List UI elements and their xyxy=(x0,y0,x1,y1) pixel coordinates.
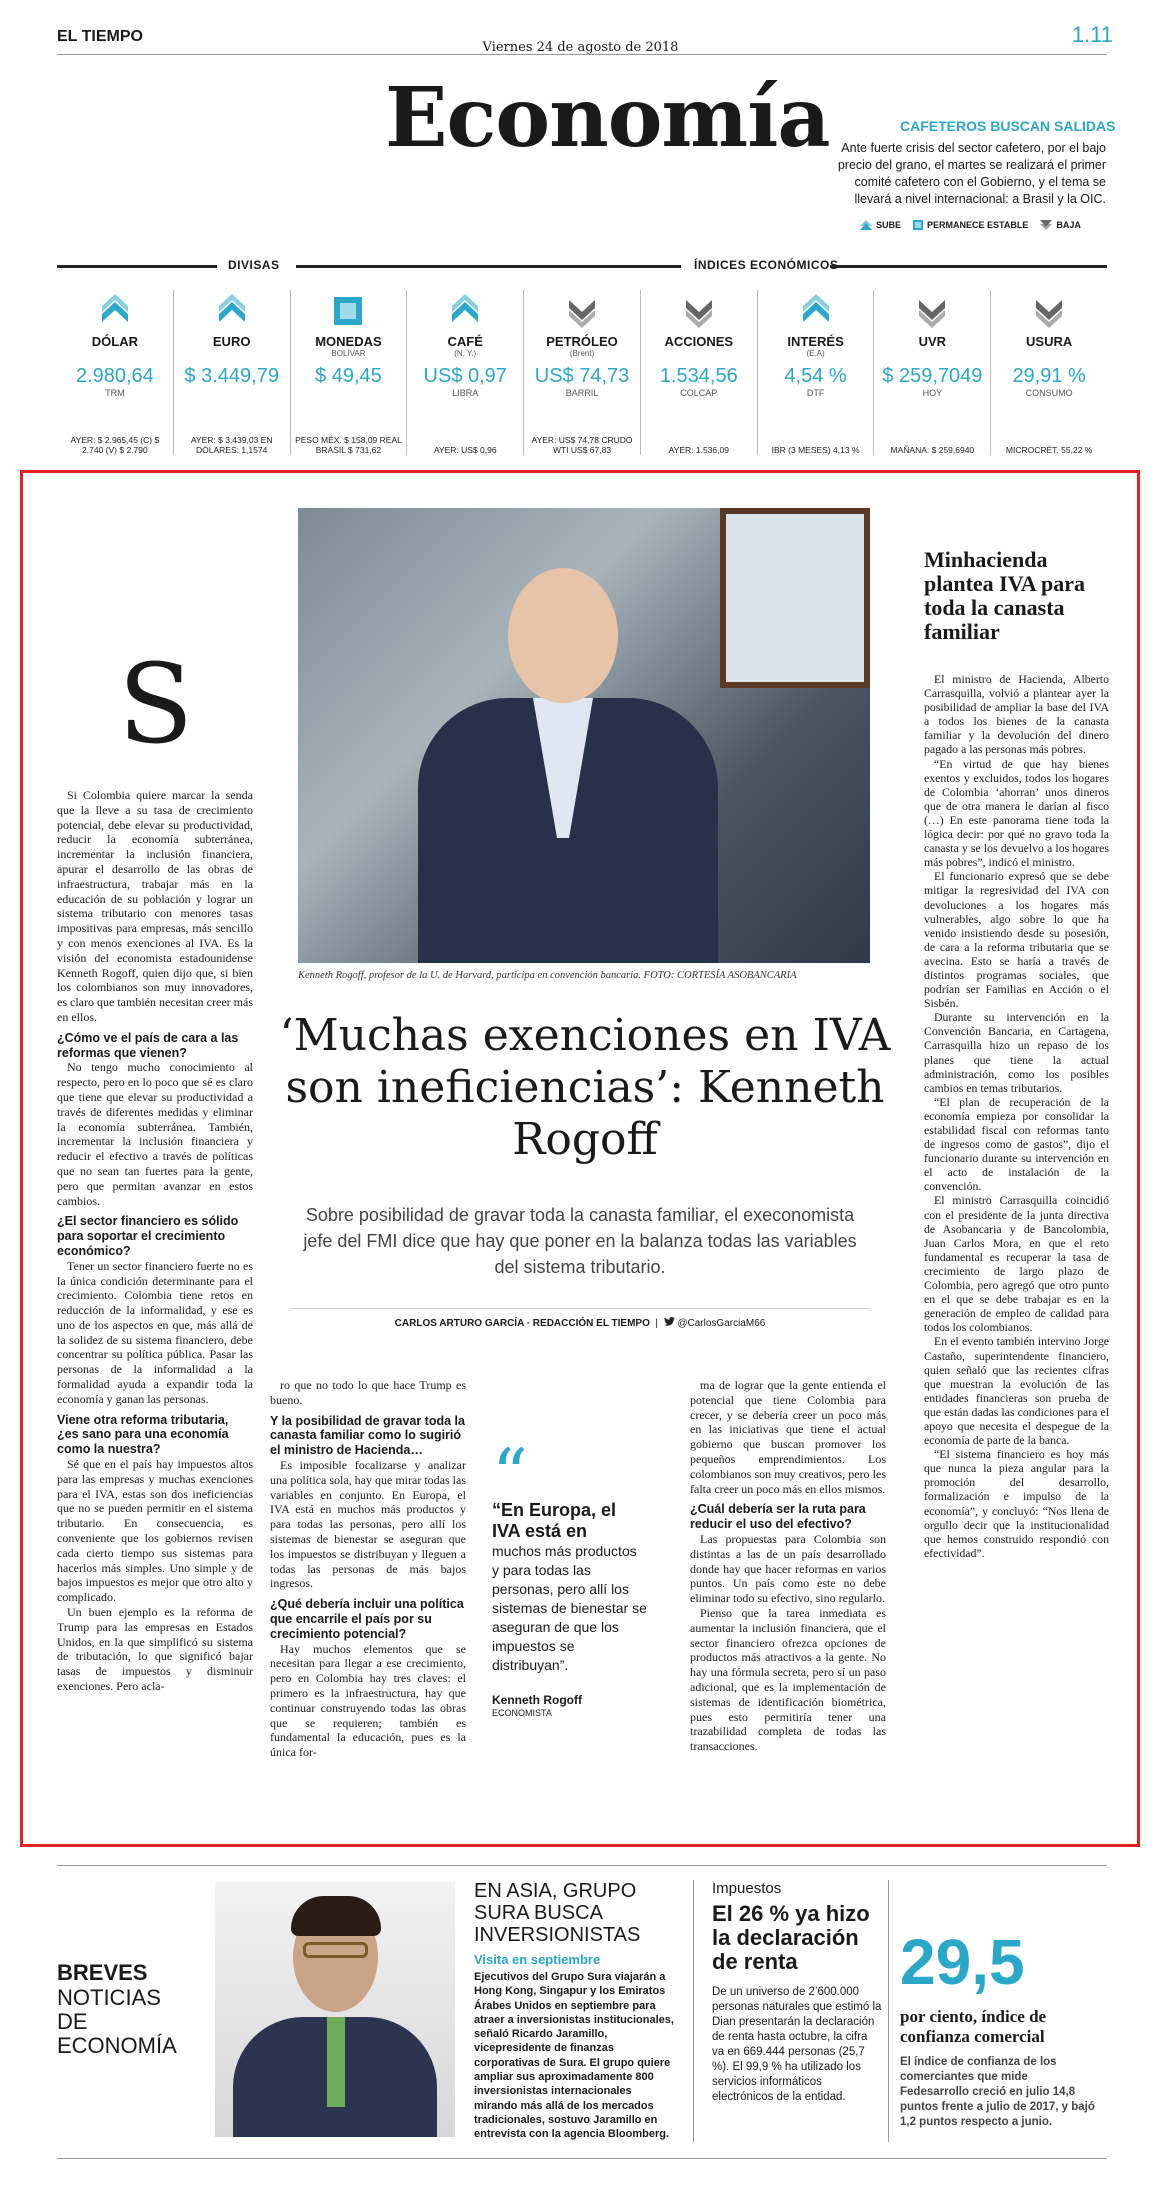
indicator-footnote: IBR (3 MESES) 4,13 % xyxy=(771,445,860,455)
sidebar-paragraph: “En virtud de que hay bienes exentos y excluidos, todos los hogares de Colombia ‘ahorran’ unos dineros que de otra manera le darían al fisco (…) En este panorama tiene toda la lógica decir: por qué no gravo toda la canasta y se los devuelvo a los hogares más pobres”, indicó el ministro. xyxy=(924,756,1109,870)
pull-quote-role: ECONOMISTA xyxy=(492,1708,552,1718)
indicator-value: US$ 0,97 xyxy=(423,365,507,387)
sura-body: Ejecutivos del Grupo Sura viajarán a Hong Kong, Singapur y los Emiratos Árabes Unidos en septiembre para atraer a inversionistas institucionales, señaló Ricardo Jaramillo, vicepresidente de finanzas corporativas de Sura. El grupo quiere ampliar sus aproximadamente 800 inversionistas internacionales mirando más allá de los mercados tradicionales, sostuvo Jaramillo en entrevista con la agencia Bloomberg. xyxy=(474,1971,674,2141)
paragraph: Tener un sector financiero fuerte no es la única condición determinante para el crecimiento. Colombia tiene retos en reducción de la informalidad, y ese es uno de los aspectos en que, más allá de la solidez de su sistema financiero, debe concentrar su política pública. Pasar las personas de la informalidad a la formalidad ayuda a expandir toda la economía y ganan las personas. xyxy=(57,1258,253,1406)
indicator-name: INTERÉS xyxy=(787,334,844,349)
indicator-6 xyxy=(757,290,874,455)
indicator-sub xyxy=(641,349,757,359)
rogoff-photo xyxy=(298,508,870,963)
indicator-unit: CONSUMO xyxy=(1025,388,1073,398)
footer-rule xyxy=(57,2158,1107,2159)
sidebar-paragraph: El ministro Carrasquilla coincidió con el presidente de la junta directiva de Asobancaria y de Bancolombia, Juan Carlos Mora, en que el reto fundamental es recuperar la tasa de crecimiento de largo plazo de Colombia, pero agregó que otro punto en el que se debe trabajar es en la generación de empleo de calidad para todos los colombianos. xyxy=(924,1193,1109,1335)
indicator-unit: LIBRA xyxy=(452,388,479,398)
impuestos-body: De un universo de 2’600.000 personas naturales que estimó la Dian presentarán la declaración de renta hasta octubre, la cifra va en 669.444 personas (25,7 %). El 99,9 % ha utilizado los servicios informáticos electrónicos de la entidad. xyxy=(712,1986,882,2103)
paragraph: ro que no todo lo que hace Trump es bueno. xyxy=(270,1378,466,1407)
indicator-sub xyxy=(991,349,1107,359)
sidebar-paragraph: “El sistema financiero es hoy más que nunca la pieza angular para la promoción del desarrollo, formalización e impulso de la economía”, y concluyó: “Nos llena de orgullo decir que la institucionalidad que hemos construido respondió con efectividad”. xyxy=(924,1447,1109,1560)
indicator-footnote: AYER: 1.536,09 xyxy=(668,445,729,455)
sidebar-paragraph: En el evento también intervino Jorge Castaño, superintendente financiero, quien señaló que las recientes cifras que muestran la evolución de las entidades financieras son prueba de que están dadas las condiciones para el apoyo que necesita el despegue de la economía de parte de la banca. xyxy=(924,1334,1109,1448)
byline-author: CARLOS ARTURO GARCÍA · REDACCIÓN EL TIEMPO xyxy=(394,1318,650,1329)
indicator-4 xyxy=(523,290,640,455)
indicator-name: EURO xyxy=(212,334,251,349)
indices-rule-right xyxy=(830,265,1107,268)
paragraph: Pienso que la tarea inmediata es aumentar la inclusión financiera, que el sector financiero ofrezca opciones de productos más atractivos a la gente. No hay una fórmula secreta, pero sí un paso adicional, que es la implementación de sistemas de identificación biométrica, pues esto permitiría tener una trazabilidad completa de todas las transacciones. xyxy=(690,1605,886,1754)
byline-twitter[interactable]: @CarlosGarciaM66 xyxy=(677,1318,766,1329)
portrait-hair xyxy=(291,1896,381,1936)
story-deck: Sobre posibilidad de gravar toda la canasta familiar, el execonomista jefe del FMI dice que hay que poner en la balanza todas las variables del sistema tributario. xyxy=(303,1205,857,1277)
indices-rule-left xyxy=(296,265,681,268)
up-arrow-icon xyxy=(860,220,872,230)
legend-up xyxy=(860,220,901,230)
indicator-5 xyxy=(640,290,757,455)
indicator-value: 4,54 % xyxy=(784,365,847,387)
legend-stable-label: PERMANECE ESTABLE xyxy=(927,220,1029,230)
confianza-headline: por ciento, índice de confianza comercial xyxy=(900,2007,1047,2046)
legend-down-label: BAJA xyxy=(1056,220,1081,230)
sidebar-title: Minhacienda plantea IVA para toda la canasta familiar xyxy=(924,547,1085,644)
indicator-sub xyxy=(174,349,290,359)
indicators-strip xyxy=(57,290,1107,455)
legend-stable xyxy=(913,220,1028,230)
indicator-name: DÓLAR xyxy=(91,334,138,349)
indicator-0 xyxy=(57,290,173,455)
indicator-value: 29,91 % xyxy=(1012,365,1086,387)
legend-up-label: SUBE xyxy=(876,220,902,230)
indicator-value: $ 259,7049 xyxy=(882,365,983,387)
indicator-sub xyxy=(57,349,173,359)
paragraph: Sé que en el país hay impuestos altos para las empresas y muchas exenciones para el IVA, estas son dos ineficiencias que no se pueden permitir en el sistema tributario. En consecuencia, es conveniente que los gobiernos revisen cada cierto tiempo sus sistemas para hacerlos más simples. Uno simple y de bajos impuestos es mejor que otro alto y complicado. xyxy=(57,1457,253,1605)
divisas-rule-left xyxy=(57,265,217,268)
breves-divider-2 xyxy=(888,1880,889,2142)
indicator-sub xyxy=(874,349,990,359)
question: ¿Cómo ve el país de cara a las reformas que vienen? xyxy=(57,1030,239,1060)
indicator-3 xyxy=(406,290,523,455)
indicator-footnote: AYER: US$ 0,96 xyxy=(433,445,497,455)
breves-label: BREVES xyxy=(57,1960,148,1985)
cafeteros-title: CAFETEROS BUSCAN SALIDAS xyxy=(900,118,1116,134)
up-trend-icon xyxy=(448,294,482,328)
indicator-sub: (E.A) xyxy=(806,349,825,358)
indicator-7 xyxy=(873,290,990,455)
sidebar-paragraph: Durante su intervención en la Convención Bancaria, en Cartagena, Carrasquilla hizo un repaso de los planes que tiene la actual administración, como los posibles cambios en temas tributarios. xyxy=(924,1010,1109,1095)
indicator-footnote: PESO MÉX. $ 158,09 REAL BRASIL $ 731,62 xyxy=(295,435,402,455)
indicator-value: 1.534,56 xyxy=(659,365,738,387)
indicator-value: US$ 74,73 xyxy=(534,365,630,387)
photo-caption: Kenneth Rogoff, profesor de la U. de Harvard, participa en convención bancaria. FOTO: CORTESÍA ASOBANCARIA xyxy=(298,970,797,981)
page-number: 1.11 xyxy=(1071,22,1113,47)
trend-legend xyxy=(860,220,1081,230)
pull-quote-body: muchos más productos y para todas las personas, pero allí los sistemas de bienestar se aseguran de que los impuestos se distribuyan”. xyxy=(492,1543,647,1673)
question: ¿Cuál debería ser la ruta para reducir el uso del efectivo? xyxy=(690,1502,866,1532)
indicator-sub: BOLÍVAR xyxy=(331,349,366,358)
paragraph: ma de lograr que la gente entienda el potencial que tiene Colombia para crecer, y se debería creer un poco más en las iniciativas que tiene el actual gobierno que buscan promover los pequeños emprendimientos. Los colombianos son muy creativos, pero les falta creer un poco más en ellos mismos. xyxy=(690,1378,886,1496)
indicator-2 xyxy=(290,290,407,455)
quote-mark-icon: “ xyxy=(492,1434,528,1516)
down-trend-icon xyxy=(1032,294,1066,328)
divisas-heading: DIVISAS xyxy=(222,258,286,272)
breves-divider-1 xyxy=(693,1880,694,2142)
photo-window xyxy=(720,508,870,688)
stable-trend-icon xyxy=(331,294,365,328)
paragraph: No tengo mucho conocimiento al respecto, pero en lo poco que sé es claro que tiene que elevar su productividad a través de diferentes medidas y eliminar la economía subterránea. También, incrementar la inclusión financiera y reducir el efectivo a través de políticas que no sean tan fuertes para la gente, pero que permitan avanzar en estos cambios. xyxy=(57,1060,253,1208)
paragraph: Las propuestas para Colombia son distintas a las de un país desarrollado donde hay que hacer reformas en varios puntos. Un país como este no debe eliminar todo su efectivo, sino regularlo. xyxy=(690,1531,886,1606)
indicator-unit: COLCAP xyxy=(680,388,718,398)
indicator-sub: (N. Y.) xyxy=(454,349,477,358)
confianza-number: 29,5 xyxy=(900,1926,1025,1998)
sidebar-paragraph: El ministro de Hacienda, Alberto Carrasquilla, volvió a plantear ayer la posibilidad de ampliar la base del IVA a todos los bienes de la canasta familiar y la devolución del dinero pagado a las personas más pobres. xyxy=(924,672,1109,757)
indices-heading: ÍNDICES ECONÓMICOS xyxy=(688,258,844,272)
down-arrow-icon xyxy=(1040,220,1052,230)
sidebar-paragraph: “El plan de recuperación de la economía empieza por consolidar la estabilidad fiscal con reformas tanto de ingresos como de gastos”, dijo el funcionario durante su intervención en el acto de instalación de la convención. xyxy=(924,1094,1109,1194)
indicator-unit: DTF xyxy=(806,388,825,398)
indicator-unit: TRM xyxy=(105,388,125,398)
indicator-footnote: MICROCRÉT. 55,22 % xyxy=(1005,445,1093,455)
impuestos-headline: El 26 % ya hizo la declaración de renta xyxy=(712,1901,870,1974)
legend-down xyxy=(1040,220,1081,230)
stable-square-icon xyxy=(913,220,923,230)
indicator-footnote: AYER: US$ 74,78 CRUDO WTI US$ 67,83 xyxy=(531,435,633,455)
sidebar-paragraph: El funcionario expresó que se debe mitigar la regresividad del IVA con devoluciones a los hogares más vulnerables, algo sobre lo que ha venido insistiendo desde su posesión, de cara a la reforma tributaria que se avecina. Esto se haría a través de distintos programas sociales, que podrían ser Familias en Acción o el Sisbén. xyxy=(924,869,1109,1011)
portrait-tie xyxy=(327,2017,345,2107)
indicator-footnote: AYER: $ 3.439,03 EN DÓLARES: 1,1574 xyxy=(190,435,273,455)
masthead: EL TIEMPO xyxy=(57,28,143,45)
down-trend-icon xyxy=(565,294,599,328)
story-headline: ‘Muchas exenciones en IVA son ineficiencias’: Kenneth Rogoff xyxy=(279,1010,891,1165)
cafeteros-text: Ante fuerte crisis del sector cafetero, por el bajo precio del grano, el martes se realizará el primer comité cafetero con el Gobierno, y el tema se llevará a nivel internacional: a Brasil y la OIC. xyxy=(837,141,1106,206)
question: Viene otra reforma tributaria, ¿es sano para una economía como la nuestra? xyxy=(57,1412,229,1457)
indicator-name: MONEDAS xyxy=(315,334,382,349)
confianza-body: El índice de confianza de los comerciantes que mide Fedesarrollo creció en julio 14,8 puntos frente a julio de 2017, y bajó 1,2 puntos respecto a junio. xyxy=(900,2056,1095,2128)
indicator-sub: (Brent) xyxy=(569,349,595,358)
date: Viernes 24 de agosto de 2018 xyxy=(482,40,679,55)
indicator-1 xyxy=(173,290,290,455)
sura-kicker: Visita en septiembre xyxy=(474,1952,601,1967)
question: Y la posibilidad de gravar toda la canasta familiar como lo sugirió el ministro de Hacienda… xyxy=(270,1413,465,1458)
section-title: Economía xyxy=(385,70,830,166)
top-rule xyxy=(57,54,1107,55)
question: ¿Qué debería incluir una política que encarrile el país por su crecimiento potencial? xyxy=(270,1597,464,1641)
pull-quote-lead: “En Europa, el IVA está en xyxy=(492,1500,617,1541)
up-trend-icon xyxy=(215,294,249,328)
story-byline: CARLOS ARTURO GARCÍA · REDACCIÓN EL TIEMPO | @CarlosGarciaM66 xyxy=(290,1308,870,1329)
paragraph: Es imposible focalizarse y analizar una política sola, hay que mirar todas las variables en conjunto. En Europa, el IVA está en muchos más productos y para todas las personas, pero allí los sistemas de bienestar se aseguran que los impuestos se distribuyan y lleguen a todas las personas de más bajos ingresos. xyxy=(270,1457,466,1591)
question: ¿El sector financiero es sólido para soportar el crecimiento económico? xyxy=(57,1214,239,1258)
story-column-3 xyxy=(690,1378,886,1754)
indicator-8 xyxy=(990,290,1107,455)
paragraph: Un buen ejemplo es la reforma de Trump para las empresas en Estados Unidos, en la que simplificó su sistema de tributación, lo que significó bajar tasas de impuestos y disminuir exenciones. Pero acla- xyxy=(57,1605,253,1694)
sura-headline: EN ASIA, GRUPO SURA BUSCA INVERSIONISTAS xyxy=(474,1880,641,1946)
jaramillo-photo xyxy=(215,1882,455,2137)
indicator-value: 2.980,64 xyxy=(75,365,154,387)
story-column-2 xyxy=(270,1378,466,1760)
indicator-name: CAFÉ xyxy=(447,334,483,349)
photo-head xyxy=(508,568,618,703)
breves-sublabel: NOTICIAS DE ECONOMÍA xyxy=(57,1985,177,2058)
indicator-value: $ 3.449,79 xyxy=(184,365,279,387)
indicator-name: UVR xyxy=(918,334,947,349)
paragraph: Hay muchos elementos que se necesitan para llegar a ese crecimiento, pero en Colombia hay tres claves: el primero es la infraestructura, hay que continuar construyendo todas las obras que se requieren; también es fundamental la educación, pues es la única for- xyxy=(270,1641,466,1760)
paragraph: Si Colombia quiere marcar la senda que la lleve a su tasa de crecimiento potencial, debe elevar su productividad, reducir la economía subterránea, incrementar la inclusión financiera, apurar el desarrollo de las obras de infraestructura, trabajar más en la educación de su población y lograr un sistema tributario con menores tasas impositivas para empresas, más sencillo y con menos exenciones al IVA. Es la visión del economista estadounidense Kenneth Rogoff, quien dijo que, si bien los colombianos son muy innovadores, es claro que también necesitan creer más en ellos. xyxy=(57,788,253,1024)
indicator-unit: BARRIL xyxy=(565,388,599,398)
sidebar-column xyxy=(924,672,1109,1560)
indicator-footnote: MAÑANA: $ 259,6940 xyxy=(890,445,975,455)
indicator-name: ACCIONES xyxy=(664,334,734,349)
twitter-icon xyxy=(664,1317,675,1326)
down-trend-icon xyxy=(682,294,716,328)
story-column-1 xyxy=(57,788,253,1694)
indicator-name: USURA xyxy=(1026,334,1073,349)
up-trend-icon xyxy=(98,294,132,328)
down-trend-icon xyxy=(915,294,949,328)
indicator-unit: HOY xyxy=(922,388,943,398)
portrait-glasses xyxy=(303,1942,368,1958)
indicator-value: $ 49,45 xyxy=(315,365,382,387)
indicator-name: PETRÓLEO xyxy=(546,334,618,349)
breves-rule xyxy=(57,1865,1107,1866)
pull-quote-name: Kenneth Rogoff xyxy=(492,1693,582,1707)
impuestos-kicker: Impuestos xyxy=(712,1880,782,1897)
drop-cap: S xyxy=(118,640,194,768)
up-trend-icon xyxy=(799,294,833,328)
indicator-footnote: AYER: $ 2.965,45 (C) $ 2.740 (V) $ 2.790 xyxy=(70,435,160,455)
